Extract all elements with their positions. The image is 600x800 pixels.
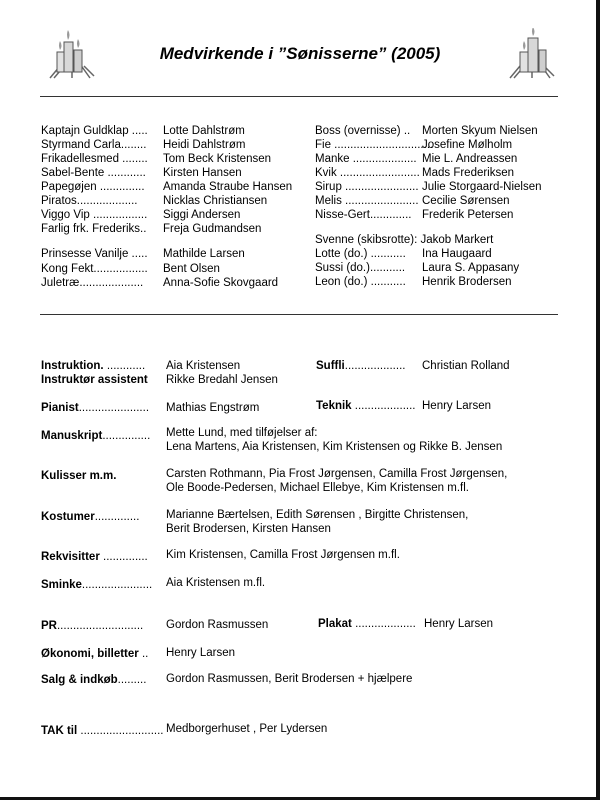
cast-name: Mie L. Andreassen [422,153,518,165]
cast-role: Viggo Vip ................. [41,209,148,221]
crew-names-pianist: Mathias Engstrøm [166,402,260,414]
crew-role-plakat: Plakat ................... [318,618,416,630]
cast-role: Boss (overnisse) .. [315,125,411,137]
cast-role: Papegøjen .............. [41,181,145,193]
cast-name: Bent Olsen [163,263,220,275]
cast-role: Lotte (do.) ........... [315,248,406,260]
cast-role: Piratos................... [41,195,138,207]
cast-name: Amanda Straube Hansen [163,181,293,193]
cast-name: Anna-Sofie Skovgaard [163,277,279,289]
cast-role: Melis ....................... [315,195,419,207]
crew-role-kulisser: Kulisser m.m. [41,470,117,482]
cast-role: Kaptajn Guldklap ..... [41,125,148,137]
cast-role: Kvik ......................... [315,167,420,179]
crew-role-suffli: Suffli................... [316,360,406,372]
crew-names-rekvisitter: Kim Kristensen, Camilla Frost Jørgensen m.fl. [166,549,400,561]
cast-name: Julie Storgaard-Nielsen [422,181,542,193]
crew-role-okonomi: Økonomi, billetter .. [41,648,149,660]
cast-role: Sussi (do.)........... [315,262,406,274]
crew-role-sminke: Sminke...................... [41,579,153,591]
cast-name: Ina Haugaard [422,248,492,260]
crew-role-rekvisitter: Rekvisitter .............. [41,551,148,563]
crew-names-kulisser-2: Ole Boode-Pedersen, Michael Ellebye, Kim Kristensen m.fl. [166,482,469,494]
cast-role: Manke .................... [315,153,417,165]
cast-name: Siggi Andersen [163,209,241,221]
crew-role-teknik: Teknik ................... [316,400,416,412]
cast-name: Laura S. Appasany [422,262,520,274]
crew-names-manuskript-2: Lena Martens, Aia Kristensen, Kim Kristensen og Rikke B. Jensen [166,441,503,453]
cast-role: Styrmand Carla........ [41,139,147,151]
crew-names-pr: Gordon Rasmussen [166,619,269,631]
cast-name: Josefine Mølholm [422,139,513,151]
crew-role-kostumer: Kostumer.............. [41,511,140,523]
crew-names-tak: Medborgerhuset , Per Lydersen [166,723,328,735]
cast-name: Lotte Dahlstrøm [163,125,245,137]
crew-names-manuskript-1: Mette Lund, med tilføjelser af: [166,427,318,439]
cast-name: Morten Skyum Nielsen [422,125,538,137]
crew-names-kostumer-1: Marianne Bærtelsen, Edith Sørensen , Birgitte Christensen, [166,509,469,521]
crew-names-kostumer-2: Berit Brodersen, Kirsten Hansen [166,523,331,535]
cast-role: Svenne (skibsrotte): Jakob Markert [315,234,494,246]
crew-role-pr: PR........................... [41,620,144,632]
cast-name: Kirsten Hansen [163,167,242,179]
crew-names-okonomi: Henry Larsen [166,647,236,659]
crew-role-salg: Salg & indkøb......... [41,674,147,686]
cast-name: Nicklas Christiansen [163,195,268,207]
page-title: Medvirkende i ”Sønisserne” (2005) [159,44,441,63]
crew-names-instruktion: Aia Kristensen [166,360,241,372]
divider-top [40,96,558,97]
cast-name: Cecilie Sørensen [422,195,510,207]
cast-role: Sabel-Bente ............ [41,167,146,179]
cast-name: Mathilde Larsen [163,248,245,260]
cast-role: Fie ............................... [315,139,434,151]
cast-role: Farlig frk. Frederiks.. [41,223,147,235]
crew-names-plakat: Henry Larsen [424,618,494,630]
crew-names-assistent: Rikke Bredahl Jensen [166,374,278,386]
crew-role-manuskript: Manuskript............... [41,430,151,442]
cast-role: Leon (do.) ........... [315,276,406,288]
crew-role-instruktion: Instruktion. ............ [41,360,146,372]
cast-name: Henrik Brodersen [422,276,512,288]
cast-name: Frederik Petersen [422,209,514,221]
cast-role: Prinsesse Vanilje ..... [41,248,148,260]
cast-name: Freja Gudmandsen [163,223,262,235]
page-edge-right [596,0,600,800]
divider-middle [40,314,558,315]
crew-names-teknik: Henry Larsen [422,400,492,412]
crew-role-tak: TAK til .......................... [41,725,164,737]
crew-names-salg: Gordon Rasmussen, Berit Brodersen + hjælpere [166,673,413,685]
cast-name: Tom Beck Kristensen [163,153,272,165]
cast-role: Nisse-Gert............. [315,209,412,221]
cast-role: Kong Fekt................. [41,263,148,275]
crew-role-pianist: Pianist...................... [41,402,150,414]
crew-names-suffli: Christian Rolland [422,360,510,372]
cast-name: Heidi Dahlstrøm [163,139,246,151]
crew-names-sminke: Aia Kristensen m.fl. [166,577,266,589]
crew-names-kulisser-1: Carsten Rothmann, Pia Frost Jørgensen, Camilla Frost Jørgensen, [166,468,508,480]
cast-name: Mads Frederiksen [422,167,515,179]
cast-role: Sirup ....................... [315,181,419,193]
cast-role: Juletræ.................... [41,277,144,289]
cast-role: Frikadellesmed ........ [41,153,148,165]
crew-role-assistent: Instruktør assistent [41,374,148,386]
